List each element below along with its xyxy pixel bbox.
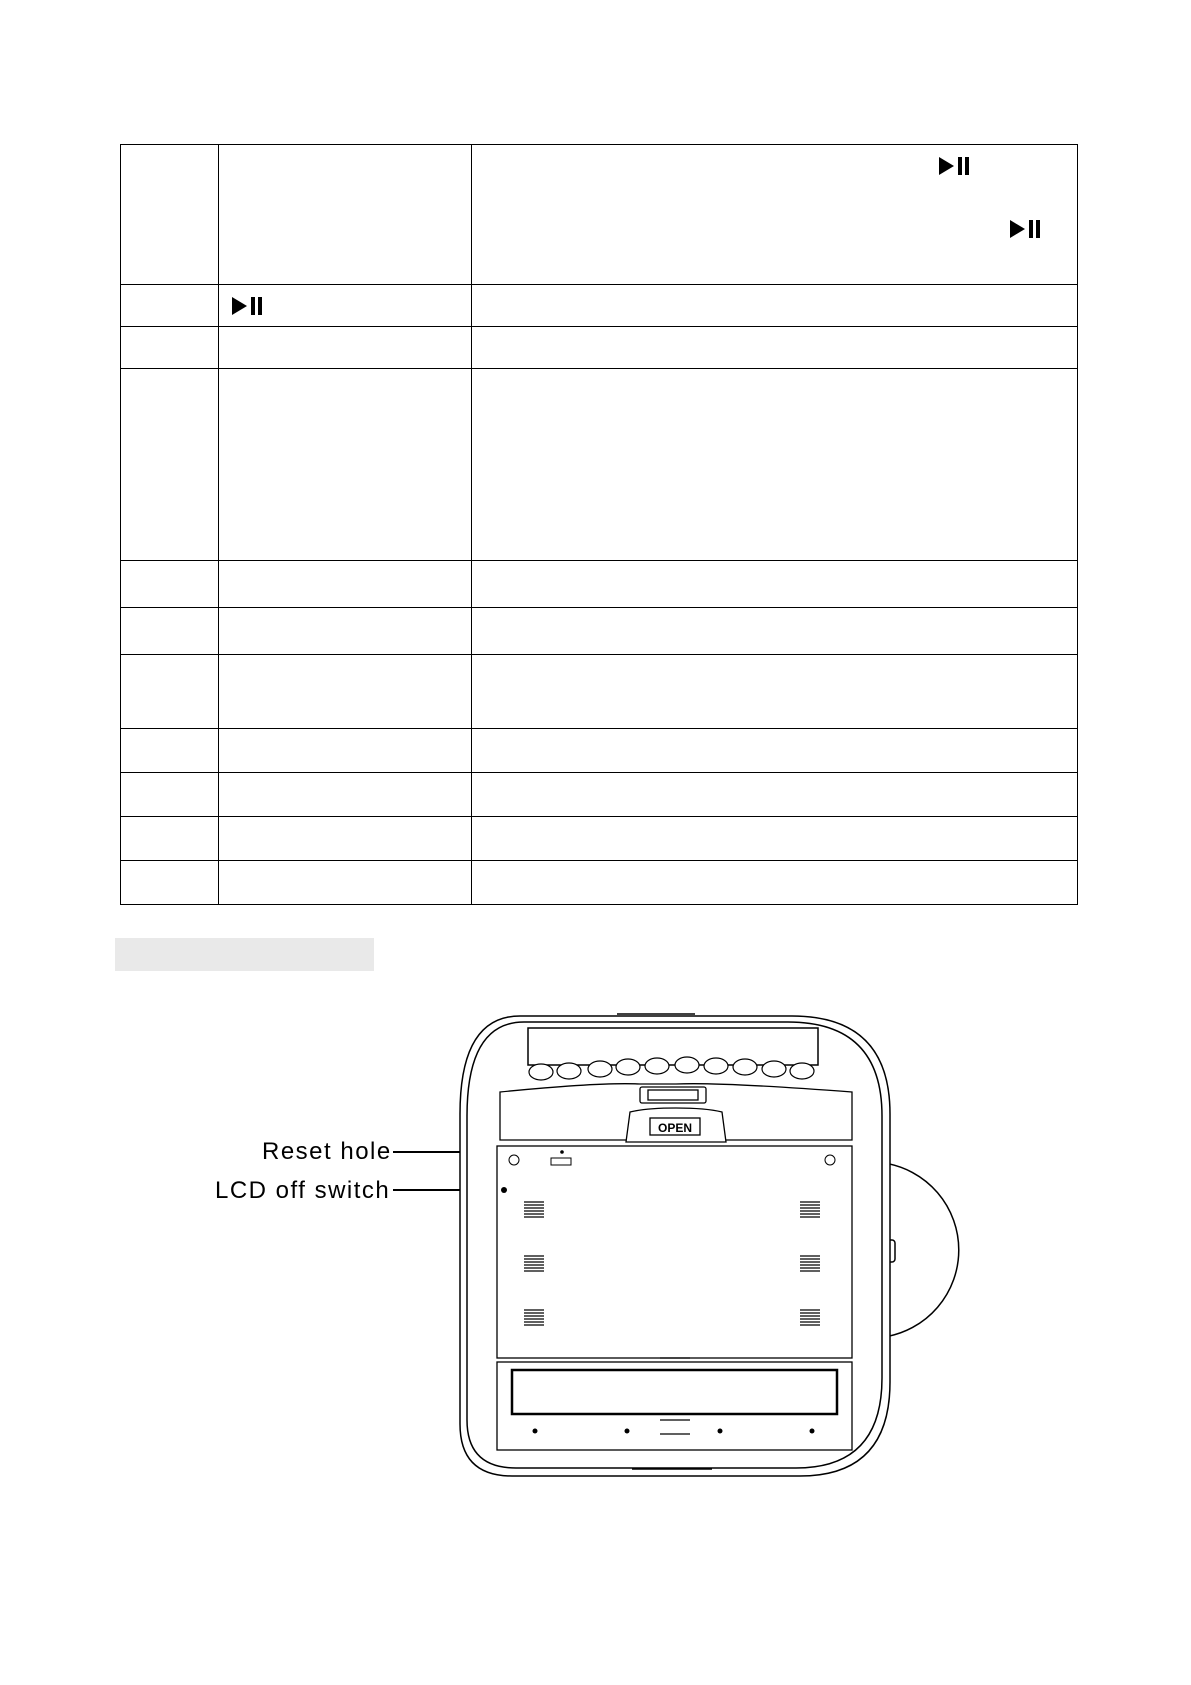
disc (884, 1163, 959, 1337)
lcd-off-switch (501, 1187, 507, 1193)
front-display-window (528, 1028, 818, 1065)
main-panel (497, 1146, 852, 1358)
open-button-label: OPEN (657, 1121, 693, 1135)
lcd-off-switch-label: LCD off switch (215, 1177, 391, 1204)
reset-hole (560, 1150, 564, 1154)
lower-bar (497, 1358, 852, 1450)
reset-hole-label: Reset hole (262, 1138, 392, 1165)
